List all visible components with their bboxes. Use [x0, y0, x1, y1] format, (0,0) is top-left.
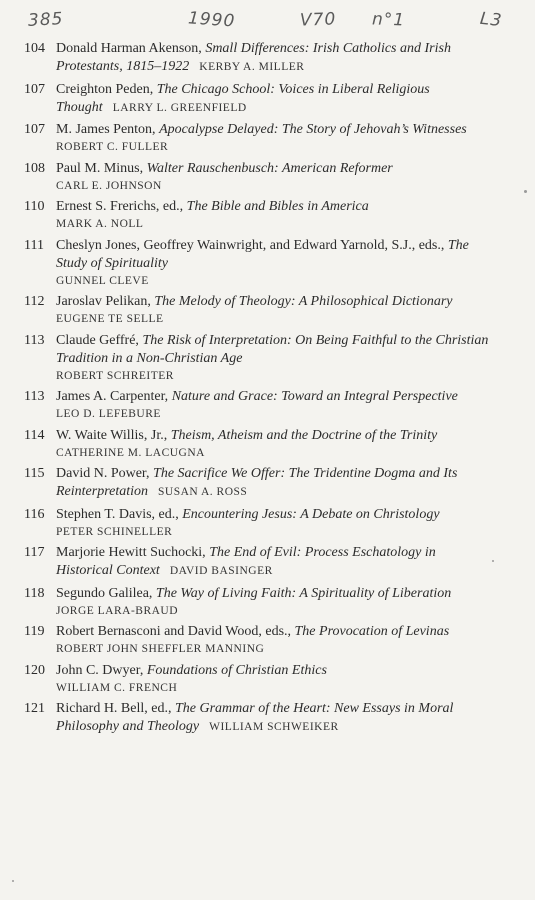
entry-citation: [56, 81, 494, 117]
reviewer-name: WILLIAM SCHWEIKER: [209, 721, 339, 733]
book-title: Small Differences: Irish Catholics and Irish Protestants, 1815–1922: [56, 41, 451, 74]
reviewer-name: CATHERINE M. LACUGNA: [56, 446, 205, 459]
book-title: Theism, Atheism and the Doctrine of the Trinity: [170, 427, 438, 443]
review-entry: [24, 544, 494, 580]
reviewer-name: KERBY A. MILLER: [199, 61, 305, 73]
review-entry: [24, 332, 494, 384]
book-author: John C. Dwyer,: [56, 662, 147, 678]
book-title: The Chicago School: Voices in Liberal Religious Thought: [56, 81, 430, 115]
entry-citation: [56, 293, 494, 327]
page-number: 107: [24, 81, 45, 97]
entry-citation: [56, 40, 494, 76]
entry-citation: [56, 585, 494, 619]
entry-citation: [56, 198, 494, 232]
review-entry: [24, 40, 494, 76]
handwritten-annotations: [0, 8, 535, 36]
entry-citation: [56, 427, 494, 461]
reviewer-name: LEO D. LEFEBURE: [56, 408, 161, 420]
page-number: 115: [24, 466, 45, 481]
book-author: James A. Carpenter,: [56, 389, 172, 404]
reviewer-name: LARRY L. GREENFIELD: [112, 101, 247, 114]
reviewer-name: CARL E. JOHNSON: [56, 179, 162, 192]
book-title: The Way of Living Faith: A Spirituality of Liberation: [155, 585, 452, 601]
reviewer-name: MARK A. NOLL: [56, 218, 144, 230]
book-title: The Sacrifice We Offer: The Tridentine Dogma and Its Reinterpretation: [56, 466, 458, 499]
handwritten-note: n°1: [371, 9, 406, 31]
entry-citation: [56, 388, 494, 422]
review-entry: [24, 465, 494, 501]
review-entry: [24, 700, 494, 736]
review-list: [24, 40, 494, 741]
review-entry: [24, 506, 494, 540]
reviewer-name: SUSAN A. ROSS: [158, 486, 248, 498]
page-number: 113: [24, 389, 45, 404]
paper-speck: [524, 190, 527, 193]
reviewer-name: ROBERT JOHN SHEFFLER MANNING: [56, 643, 265, 655]
reviewer-name: GUNNEL CLEVE: [56, 274, 149, 287]
review-entry: [24, 388, 494, 422]
page-number: 111: [24, 237, 44, 253]
book-author: Marjorie Hewitt Suchocki,: [56, 545, 210, 560]
book-title: Foundations of Christian Ethics: [146, 662, 327, 678]
page-number: 110: [24, 199, 45, 214]
book-title: Apocalypse Delayed: The Story of Jehovah’s Witnesses: [159, 122, 467, 137]
entry-citation: [56, 237, 494, 289]
review-entry: [24, 427, 494, 461]
review-entry: [24, 662, 494, 696]
entry-citation: [56, 544, 494, 580]
book-author: Segundo Galilea,: [56, 585, 156, 601]
book-author: W. Waite Willis, Jr.,: [56, 427, 171, 443]
handwritten-note: 385: [27, 9, 64, 31]
book-title: Encountering Jesus: A Debate on Christology: [182, 506, 440, 522]
paper-speck: [492, 560, 494, 562]
book-title: The Melody of Theology: A Philosophical Dictionary: [154, 294, 453, 309]
review-entry: [24, 237, 494, 289]
paper-speck: [12, 880, 14, 882]
entry-citation: [56, 662, 494, 696]
book-author: Claude Geffré,: [56, 332, 143, 348]
page-number: 120: [24, 662, 45, 678]
book-author: Jaroslav Pelikan,: [56, 294, 155, 309]
book-author: Creighton Peden,: [56, 81, 157, 97]
book-author: Paul M. Minus,: [56, 160, 147, 176]
entry-citation: [56, 506, 494, 540]
page-number: 114: [24, 427, 45, 443]
entry-citation: [56, 623, 494, 657]
review-entry: [24, 623, 494, 657]
book-title: Walter Rauschenbusch: American Reformer: [146, 160, 393, 176]
page-number: 116: [24, 506, 45, 522]
reviewer-name: PETER SCHINELLER: [56, 525, 173, 538]
review-entry: [24, 293, 494, 327]
reviewer-name: ROBERT SCHREITER: [56, 369, 174, 382]
book-author: Cheslyn Jones, Geoffrey Wainwright, and Edward Yarnold, S.J., eds.,: [56, 237, 448, 253]
book-title: The End of Evil: Process Eschatology in Historical Context: [56, 545, 436, 578]
review-entry: [24, 160, 494, 194]
book-author: Stephen T. Davis, ed.,: [56, 506, 183, 522]
book-title: The Provocation of Levinas: [294, 624, 450, 639]
handwritten-note: 1990: [187, 8, 236, 32]
review-entry: [24, 121, 494, 155]
page-number: 104: [24, 41, 45, 56]
book-author: David N. Power,: [56, 466, 154, 481]
book-title: The Grammar of the Heart: New Essays in Moral Philosophy and Theology: [56, 701, 454, 734]
handwritten-note: L3: [479, 8, 504, 32]
page-number: 112: [24, 294, 45, 309]
review-entry: [24, 585, 494, 619]
book-author: M. James Penton,: [56, 122, 160, 137]
review-entry: [24, 81, 494, 117]
book-title: The Study of Spirituality: [56, 237, 469, 271]
book-author: Richard H. Bell, ed.,: [56, 701, 175, 716]
reviewer-name: ROBERT C. FULLER: [56, 141, 169, 153]
page-number: 107: [24, 122, 45, 137]
book-title: Nature and Grace: Toward an Integral Perspective: [171, 389, 458, 404]
page-number: 121: [24, 701, 45, 716]
book-title: The Risk of Interpretation: On Being Faithful to the Christian Tradition in a Non-Christian Age: [56, 332, 489, 366]
reviewer-name: WILLIAM C. FRENCH: [56, 681, 178, 694]
page-number: 118: [24, 585, 45, 601]
entry-citation: [56, 160, 494, 194]
reviewer-name: DAVID BASINGER: [169, 565, 273, 577]
entry-citation: [56, 121, 494, 155]
page-number: 119: [24, 624, 45, 639]
page-number: 117: [24, 545, 45, 560]
book-author: Donald Harman Akenson,: [56, 41, 206, 56]
reviewer-name: EUGENE TE SELLE: [56, 313, 164, 325]
book-author: Robert Bernasconi and David Wood, eds.,: [56, 624, 295, 639]
entry-citation: [56, 700, 494, 736]
book-author: Ernest S. Frerichs, ed.,: [56, 199, 187, 214]
entry-citation: [56, 465, 494, 501]
reviewer-name: JORGE LARA-BRAUD: [56, 604, 179, 617]
handwritten-note: V70: [299, 9, 337, 31]
review-entry: [24, 198, 494, 232]
entry-citation: [56, 332, 494, 384]
book-title: The Bible and Bibles in America: [186, 199, 369, 214]
page-number: 108: [24, 160, 45, 176]
page-number: 113: [24, 332, 45, 348]
